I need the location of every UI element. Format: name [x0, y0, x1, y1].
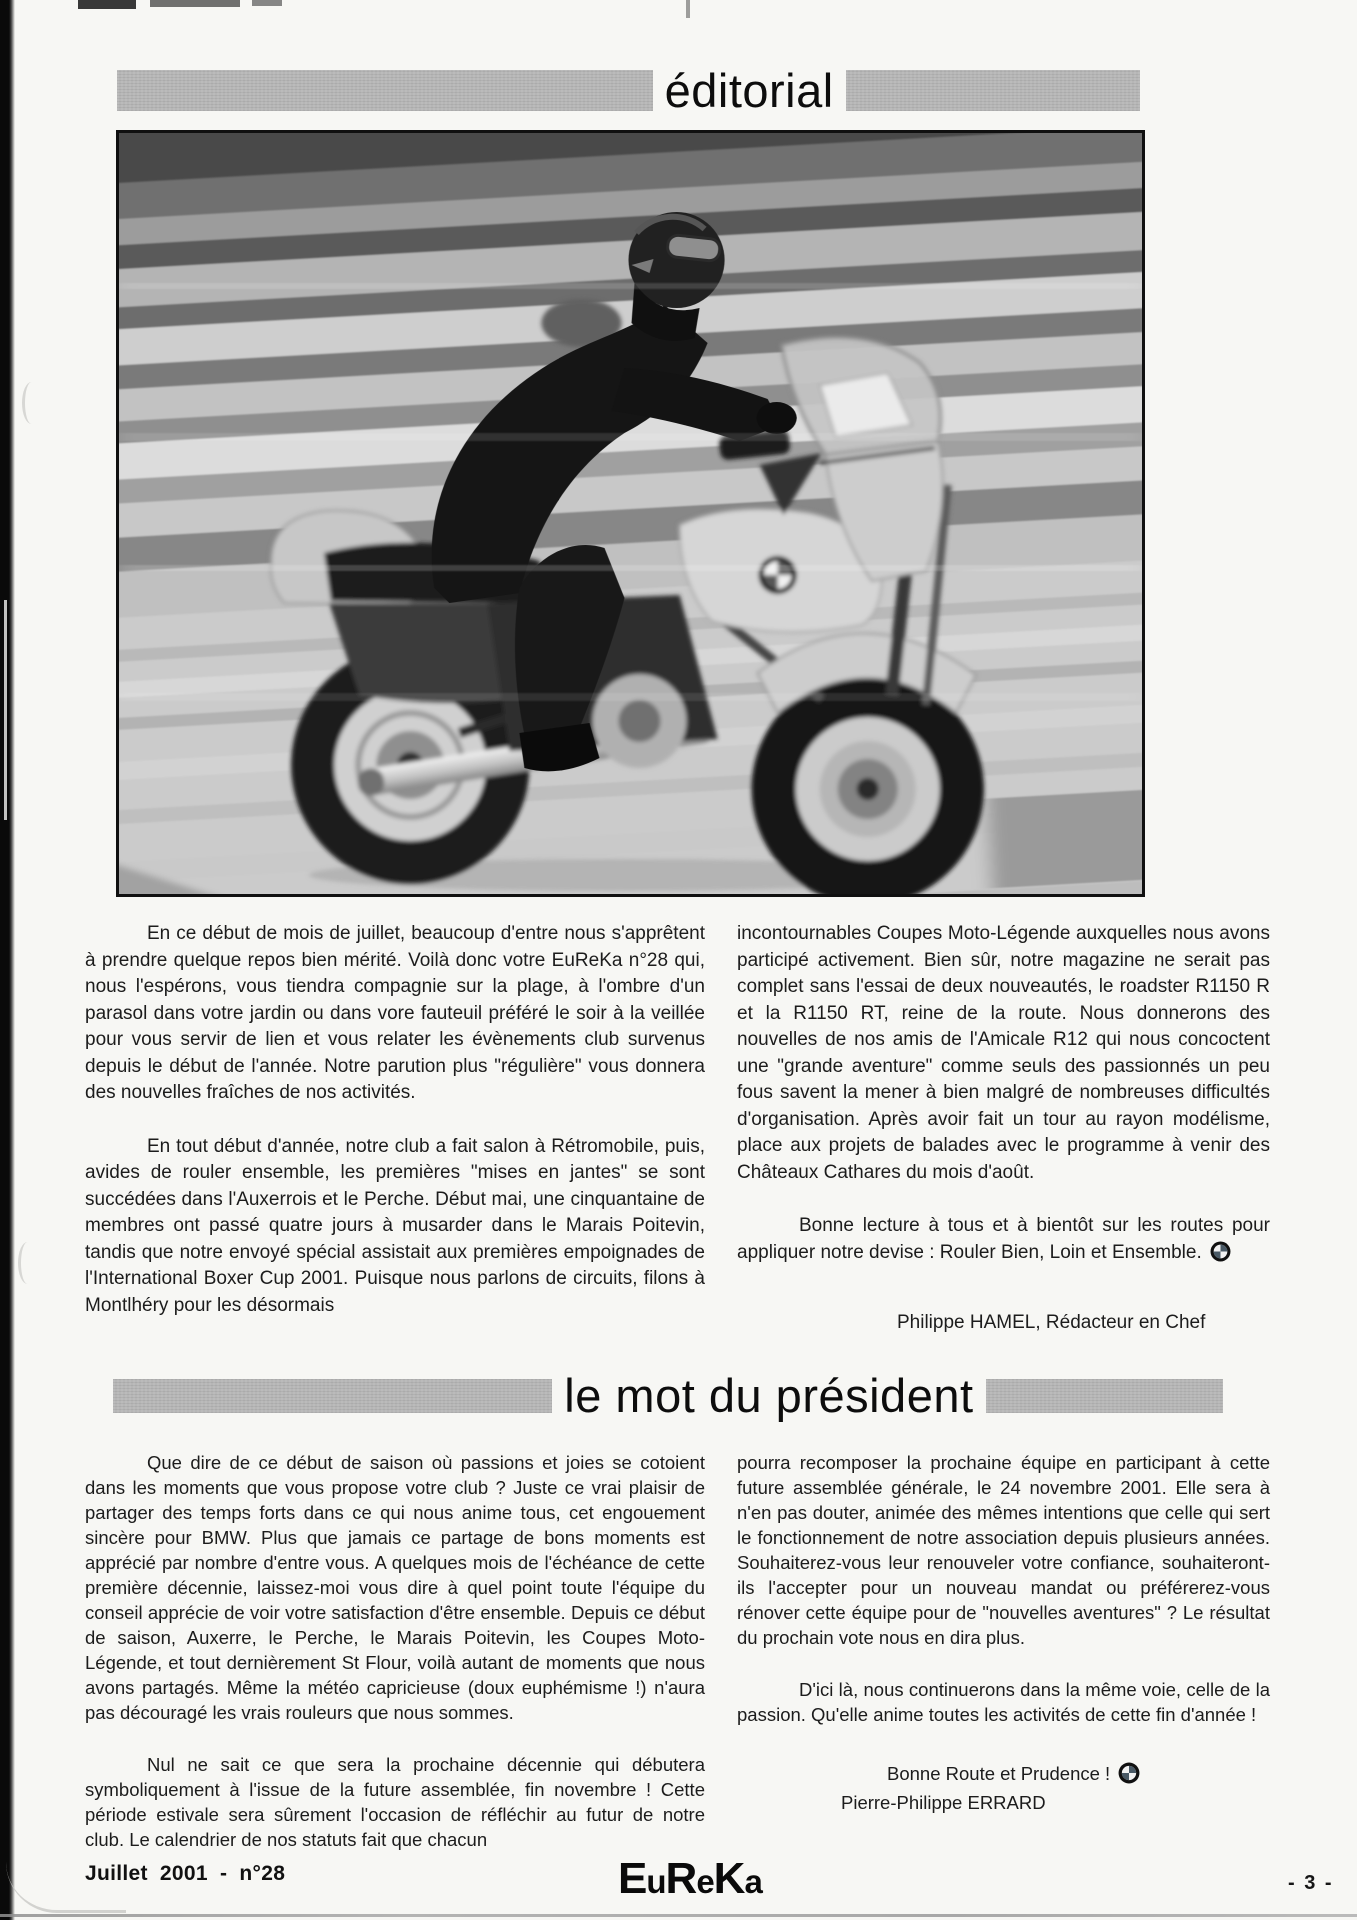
footer-divider — [0, 1914, 1357, 1917]
motorcycle-photo — [116, 130, 1145, 897]
president-title: le mot du président — [564, 1369, 974, 1422]
motorcycle-photo-illustration — [119, 133, 1142, 894]
scan-edge-streak — [4, 600, 7, 820]
margin-artifact — [22, 382, 41, 424]
editorial-signature: Philippe HAMEL, Rédacteur en Chef — [897, 1312, 1206, 1333]
brand-letter: K — [713, 1854, 745, 1903]
president-paragraph: Nul ne sait ce que sera la prochaine décennie qui débutera symboliquement à l'issue de la future assemblée, fin novembre ! Cette période estivale sera sûrement l'occasion de réfléchir au futur de notre club. Le calendrier de nos statuts fait que chacun — [85, 1754, 705, 1850]
editorial-title: éditorial — [664, 64, 834, 117]
editorial-paragraph: En tout début d'année, notre club a fait salon à Rétromobile, puis, avides de rouler ensemble, les premières "mises en jantes" se sont succédées dans l'Auxerrois et le Perche. Début mai, une cinquantaine de membres ont passé quatre jours à musarder dans le Marais Poitevin, tandis que notre envoyé spécial assistait aux premières empoignades de l'International Boxer Cup 2001. Puisque nous parlons de circuits, filons à Montlhéry pour les désormais — [85, 1135, 705, 1316]
president-right-column — [737, 1450, 1270, 1852]
goggles — [667, 234, 721, 261]
president-left-column — [85, 1450, 705, 1852]
editorial-header — [117, 64, 1140, 117]
brand-letter: e — [696, 1863, 714, 1900]
header-bar-right — [846, 70, 1140, 111]
bmw-roundel-icon — [1210, 1241, 1231, 1262]
editorial-right-column — [737, 921, 1270, 1337]
editorial-columns — [85, 921, 1270, 1337]
footer-brand-logo — [618, 1854, 838, 1904]
margin-artifact — [18, 1242, 37, 1284]
scan-spine-edge — [0, 0, 15, 1920]
president-signature: Pierre-Philippe ERRARD — [841, 1792, 1046, 1813]
header-bar-right — [986, 1379, 1223, 1413]
footer-page-number: - 3 - — [1288, 1872, 1332, 1894]
bmw-tank-roundel — [759, 556, 797, 594]
brand-letter: R — [665, 1854, 697, 1903]
footer-issue: Juillet 2001 - n°28 — [85, 1862, 286, 1885]
president-header — [113, 1369, 1223, 1422]
bmw-roundel-icon — [1118, 1762, 1140, 1784]
editorial-signoff — [737, 1213, 1270, 1266]
editorial-signoff-text: Bonne lecture à tous et à bientôt sur les routes pour appliquer notre devise : Rouler Bien, Loin et Ensemble. — [737, 1215, 1270, 1263]
rider-glove — [757, 402, 797, 434]
editorial-left-column — [85, 921, 705, 1337]
president-paragraph: D'ici là, nous continuerons dans la même voie, celle de la passion. Qu'elle anime toutes les activités de cette fin d'année ! — [737, 1679, 1270, 1725]
header-bar-left — [113, 1379, 552, 1413]
brand-letter: a — [744, 1863, 762, 1900]
scan-mark — [78, 0, 136, 9]
scan-mark — [686, 0, 690, 18]
scan-mark — [252, 0, 282, 6]
scan-mark — [150, 0, 240, 7]
president-paragraph: Que dire de ce début de saison où passions et joies se cotoient dans les moments que vous propose votre club ? Juste ce vrai plaisir de partager des temps forts dans ce qui nous anime tous, cet engouement sincère pour BMW. Plus que jamais ce partage de bons moments est apprécié par nombre d'entre vous. A quelques mois de l'échéance de cette première décennie, laissez-moi vous dire à quel point toute l'équipe du conseil apprécie de voir votre satisfaction d'être ensemble. Depuis ce début de saison, Auxerre, le Perche, le Marais Poitevin, les Coupes Moto-Légende, et tout dernièrement St Flour, voilà autant de moments que nous avons partagés. Même la météo capricieuse (doux euphémisme !) n'aura pas découragé les vrais rouleurs que nous sommes. — [85, 1452, 705, 1723]
editorial-paragraph: En ce début de mois de juillet, beaucoup d'entre nous s'apprêtent à prendre quelque repos bien mérité. Voilà donc votre EuReKa n°28 qui, nous l'espérons, vous tiendra compagnie sur la plage, à l'ombre d'un parasol dans votre jardin ou dans vore fauteuil préféré le soir à la veillée pour vous servir de lien et vous relater les évènements club survenus depuis le début de l'année. Notre parution plus "régulière" vous donnera des nouvelles fraîches de nos activités. — [85, 923, 705, 1103]
president-signoff — [737, 1761, 1270, 1786]
president-paragraph: pourra recomposer la prochaine équipe en participant à cette future assemblée générale, le 24 novembre 2001. Elle sera à n'en pas douter, animée des mêmes intentions que celle qui sert le fonctionnement de notre association depuis plusieurs années. Souhaiterez-vous leur renouveler votre confiance, souhaiteront-ils l'accepter pour un nouveau mandat ou préférerez-vous rénover cette équipe pour de "nouvelles aventures" ? Le résultat du prochain vote nous en dira plus. — [737, 1452, 1270, 1648]
president-columns — [85, 1450, 1270, 1852]
brand-letter: E — [618, 1854, 647, 1903]
header-bar-left — [117, 70, 653, 111]
editorial-paragraph: incontournables Coupes Moto-Légende auxquelles nous avons participé activement. Bien sûr, notre magazine ne serait pas complet sans l'essai de deux nouveautés, le roadster R1150 R et la R1150 RT, reine de la route. Nous donnerons des nouvelles de nos amis de l'Amicale R12 qui nous concoctent une "grande aventure" comme seuls des passionnés un peu fous savent la mener à bien malgré de nombreuses difficultés d'organisation. Après avoir fait un tour au rayon modélisme, place aux projets de balades avec le programme à venir des Châteaux Cathares du mois d'août. — [737, 923, 1270, 1183]
brand-letter: u — [646, 1863, 666, 1900]
president-signoff-text: Bonne Route et Prudence ! — [887, 1763, 1111, 1784]
